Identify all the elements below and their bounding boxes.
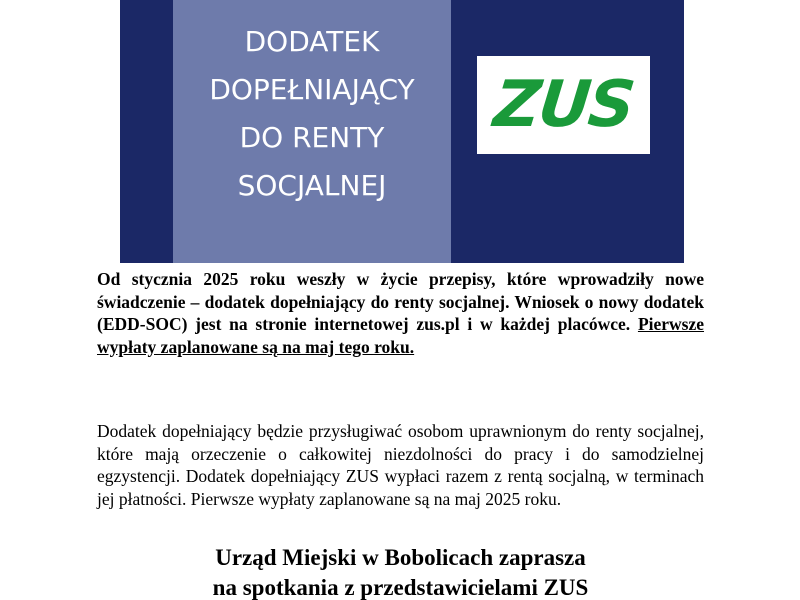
intro-paragraph [97,268,704,358]
details-paragraph: Dodatek dopełniający będzie przysługiwać osobom uprawnionym do renty socjalnej, które mają orzeczenie o całkowitej niezdolności do pracy i do samodzielnej egzystencji. Dodatek dopełniający ZUS wypłaci razem z rentą socjalną, w terminach jej płatności. Pierwsze wypłaty zaplanowane są na maj 2025 roku. [97,421,704,509]
header-banner [120,0,684,263]
invitation-heading-line-1: Urząd Miejski w Bobolicach zaprasza [215,545,586,570]
zus-logo-text: ZUS [490,68,637,142]
invitation-heading [97,543,704,600]
intro-underlined-text: Pierwsze wypłaty zaplanowane są na maj tego roku. [97,314,705,357]
banner-title-panel [173,0,451,263]
zus-logo [477,56,650,154]
intro-text: Od stycznia 2025 roku weszły w życie przepisy, które wprowadziły nowe świadczenie – dodatek dopełniający do renty socjalnej. Wniosek o nowy dodatek (EDD-SOC) jest na stronie internetowej zus.pl i w każdej placówce. [97,269,704,334]
invitation-heading-line-2: na spotkania z przedstawicielami ZUS [212,575,589,600]
banner-title: DODATEK DOPEŁNIAJĄCY DO RENTY SOCJALNEJ [209,25,415,202]
